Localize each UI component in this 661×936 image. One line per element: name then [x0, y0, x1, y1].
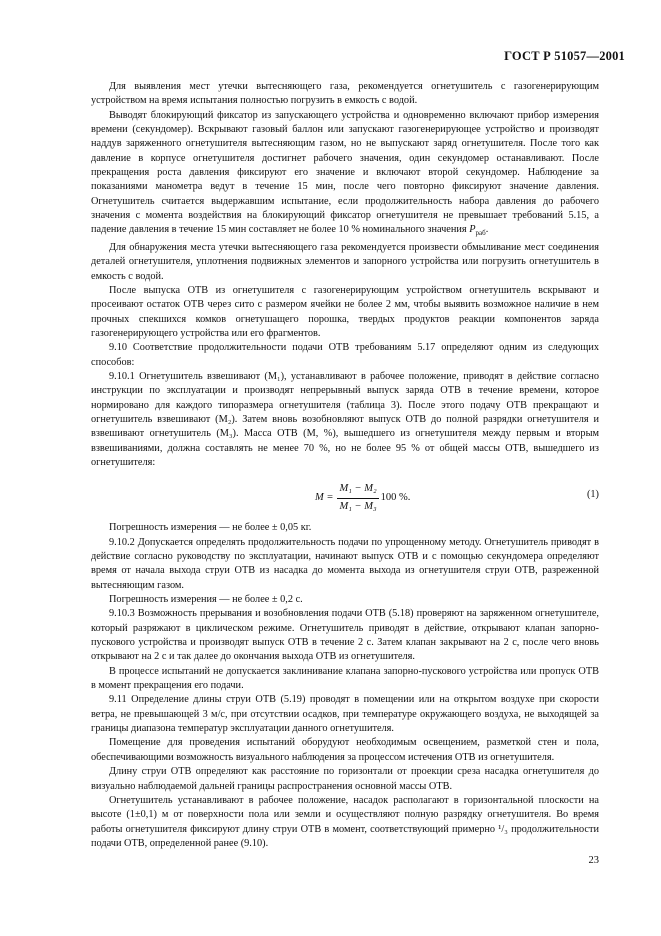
paragraph: Помещение для проведения испытаний оборудуют необходимым освещением, разметкой стен и пола, обеспечивающими возможность визуального наблюдения за процессом истечения ОТВ из огнетушителя.: [91, 737, 599, 763]
pressure-symbol: P: [469, 224, 476, 236]
paragraph: Огнетушитель устанавливают в рабочее положение, насадок располагают в горизонтальной плоскости на высоте (1±0,1) м от поверхности пола или земли и осуществляют полную разрядку огнетушителя. Во время работы огнетушителя фиксируют длину струи ОТВ в момент, соответствующий примерно ¹/₃ продолжительности подачи ОТВ, определенной ранее (9.10).: [91, 794, 599, 849]
formula-fraction: [337, 482, 378, 514]
paragraph: В процессе испытаний не допускается заклинивание клапана запорно-пускового устройства или пропуск ОТВ в момент прекращения его подачи.: [91, 665, 599, 692]
paragraph: 9.10 Соответствие продолжительности подачи ОТВ требованиям 5.17 определяют одним из следующих способов:: [91, 342, 599, 368]
standard-header: ГОСТ Р 51057—2001: [504, 49, 625, 63]
paragraph: Погрешность измерения — не более ± 0,05 кг.: [109, 522, 312, 534]
formula-denominator: M₁ − M₃: [339, 500, 377, 512]
formula-number: (1): [586, 489, 599, 501]
formula-tail: 100 %.: [380, 492, 411, 503]
paragraph: 9.10.1 Огнетушитель взвешивают (M₁), устанавливают в рабочее положение, приводят в действие согласно инструкции по эксплуатации и производят непрерывный выпуск заряда ОТВ в течение времени, которое нормировано для каждого типоразмера огнетушителя (таблица 3). После этого подачу ОТВ прекращают и огнетушитель взвешивают (M₂). Затем вновь возобновляют выпуск ОТВ до полной разрядки огнетушителя и взвешивают огнетушитель (M₃). Масса ОТВ (M, %), вышедшего из огнетушителя между первым и вторым взвешиваниями, должна составлять не менее 70 %, но не более 95 % от общей массы ОТВ, вышедшего из огнетушителя:: [91, 370, 599, 468]
formula-lhs: M =: [315, 492, 334, 503]
formula-numerator: M₁ − M₂: [337, 482, 378, 498]
paragraph: Выводят блокирующий фиксатор из запускающего устройства и одновременно включают прибор измерения времени (секундомер). Вскрывают газовый баллон или запускают газогенерирующее устройство и производят наддув заряженного огнетушителя вытесняющим газом, но не выпускают заряд огнетушителя. После того как давление в корпусе огнетушителя достигнет рабочего значения, один секундомер останавливают. После прекращения роста давления фиксируют его значение и включают второй секундомер. Наблюдение за показаниями манометра ведут в течение 15 мин, после чего повторно фиксируют значение давления. Огнетушитель считается выдержавшим испытание, если продолжительность набора давления до рабочего значения с момента воздействия на блокирующий фиксатор огнетушителя не превышает требований 5.15, а падение давления в течение 15 мин составляет не более 10 % номинального значения $P_{раб}$.: [91, 109, 599, 238]
paragraph-text: Выводят блокирующий фиксатор из запускающего устройства и одновременно включают прибор измерения времени (секундомер). Вскрывают газовый баллон или запускают газогенерирующее устройство и производят наддув заряженного огнетушителя вытесняющим газом, но не выпускают заряд огнетушителя. После того как давление в корпусе огнетушителя достигнет рабочего значения, один секундомер останавливают. После прекращения роста давления фиксируют его значение и включают второй секундомер. Наблюдение за показаниями манометра ведут в течение 15 мин, после чего повторно фиксируют значение давления. Огнетушитель считается выдержавшим испытание, если продолжительность набора давления до рабочего значения с момента воздействия на блокирующий фиксатор огнетушителя не превышает требований 5.15, а падение давления в течение 15 мин составляет не более 10 % номинального значения: [91, 109, 599, 236]
paragraph: Для выявления мест утечки вытесняющего газа, рекомендуется огнетушитель с газогенерирующим устройством на время испытания полностью погрузить в емкость с водой.: [91, 81, 599, 107]
paragraph: 9.11 Определение длины струи ОТВ (5.19) проводят в помещении или на открытом воздухе при скорости ветра, не превышающей 3 м/с, при отсутствии осадков, при температуре окружающего воздуха, не выходящей за границы диапазона температур эксплуатации данного огнетушителя.: [91, 694, 599, 735]
formula-1: [91, 474, 599, 518]
paragraph: Для обнаружения места утечки вытесняющего газа рекомендуется произвести обмыливание мест соединения деталей огнетушителя, уплотнения подвижных элементов и запорного устройства или погрузить огнетушитель в емкость с водой.: [91, 241, 599, 282]
pressure-subscript: раб: [475, 229, 486, 238]
page-number: 23: [588, 855, 599, 866]
paragraph: 9.10.3 Возможность прерывания и возобновления подачи ОТВ (5.18) проверяют на заряженном огнетушителе, который разряжают в циклическом режиме. Огнетушитель приводят в действие, открывают клапан запорно-пускового устройства и производят выпуск ОТВ в течение 2 с. Затем клапан закрывают на 2 с, после чего вновь открывают на 2 с и так далее до окончания выхода ОТВ из огнетушителя.: [91, 608, 599, 663]
paragraph: Длину струи ОТВ определяют как расстояние по горизонтали от проекции среза насадка огнетушителя до визуально наблюдаемой дальней границы распространения основной массы ОТВ.: [91, 766, 599, 792]
paragraph: Погрешность измерения — не более ± 0,2 с.: [109, 594, 303, 606]
document-body: [91, 80, 599, 851]
paragraph: 9.10.2 Допускается определять продолжительность подачи по упрощенному методу. Огнетушитель приводят в действие согласно руководству по эксплуатации, начинают выпуск ОТВ и с помощью секундомера определяют время от начала выхода струи ОТВ из насадка до момента выхода из огнетушителя струи ОТВ, разреженной вытесняющим газом.: [91, 536, 599, 591]
paragraph: После выпуска ОТВ из огнетушителя с газогенерирующим устройством огнетушитель вскрывают и просеивают остаток ОТВ через сито с размером ячейки не более 2 мм, чтобы выявить возможное наличие в нем прочных спекшихся комков огнетушащего порошка, твердых продуктов реакции компонентов заряда газогенерирующего устройства или его фрагментов.: [91, 284, 599, 339]
